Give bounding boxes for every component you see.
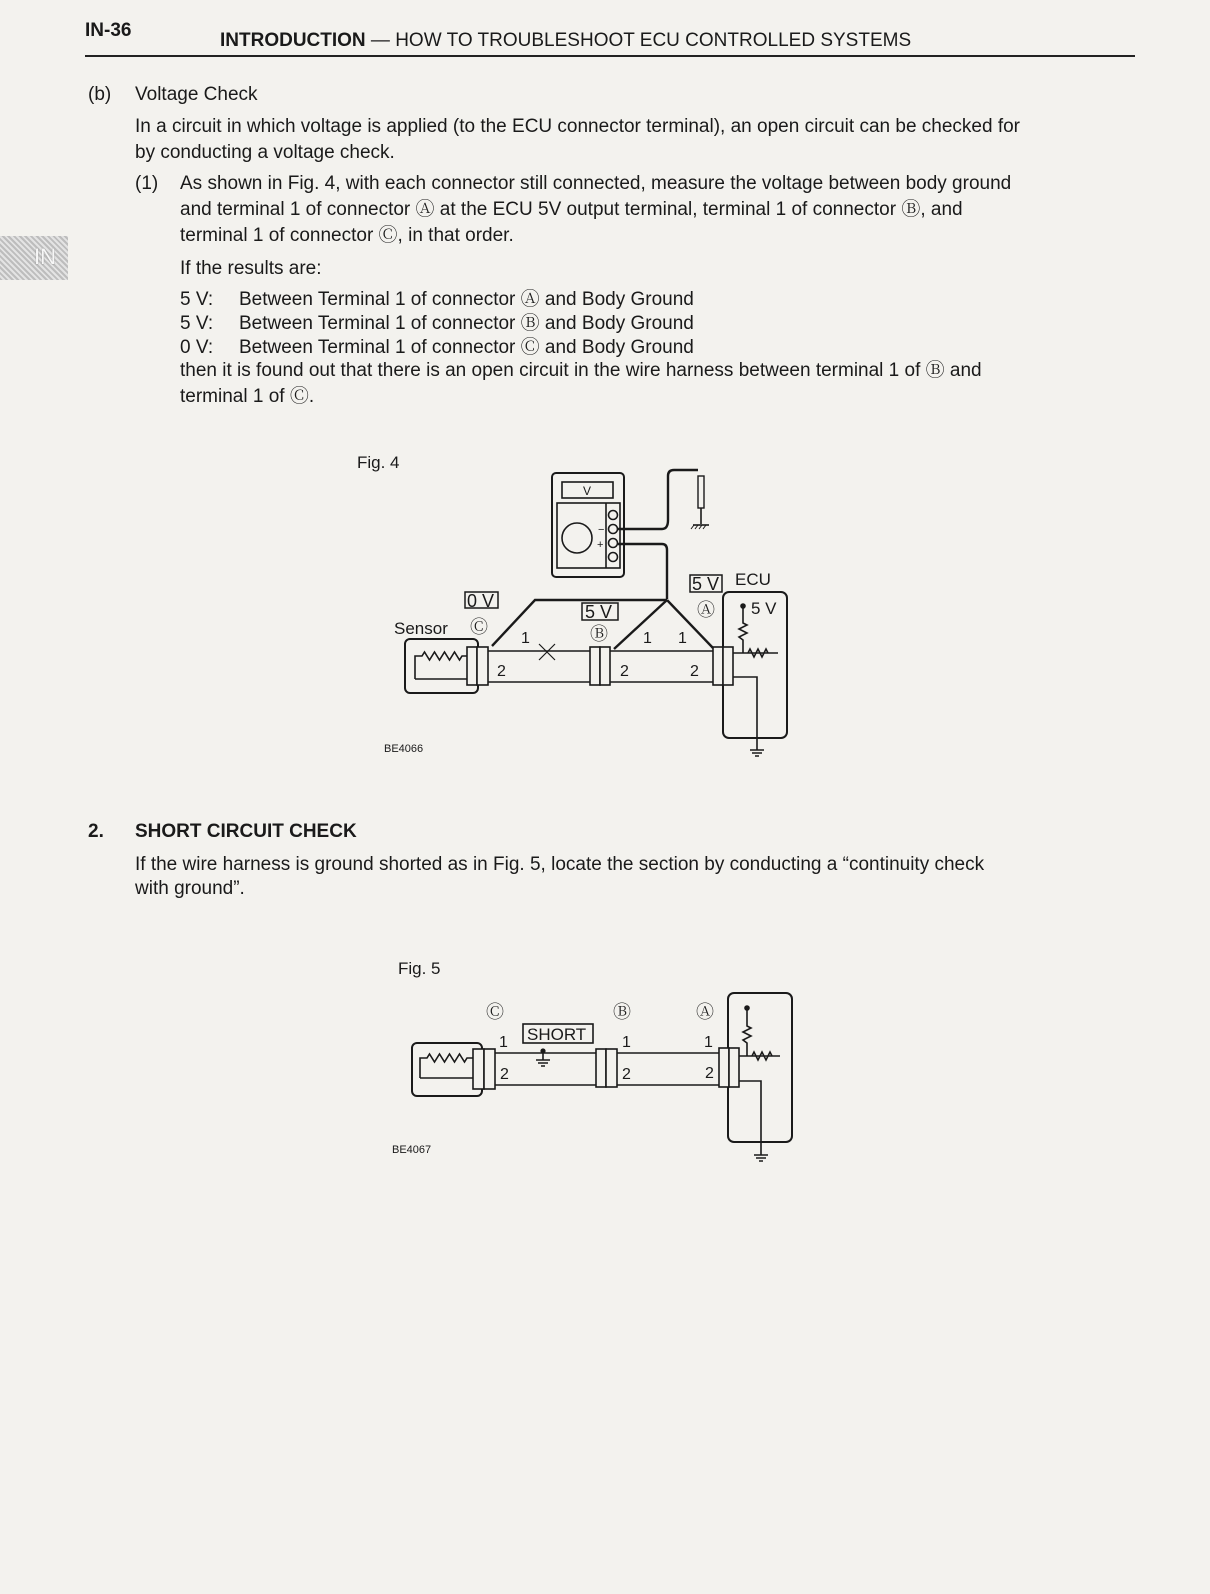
conclusion-line: terminal 1 of Ⓒ. [180,386,315,407]
paragraph-line: If the wire harness is ground shorted as in Fig. 5, locate the section by conducting a “continuity check [135,854,985,875]
header-rule [85,55,1135,57]
fig4-label: Fig. 4 [357,453,400,472]
meter-display: V [582,484,592,498]
ground-icon [733,677,764,756]
ecu-resistor-icon [739,1052,780,1060]
terminal-label: 1 [499,1034,508,1051]
terminal-label: 2 [622,1066,631,1083]
terminal-label: 1 [678,630,687,647]
plus-label: + [597,539,604,551]
section-tab [0,236,68,280]
terminal-label: 2 [497,663,506,680]
ground-icon [739,1081,768,1161]
terminal-label: 1 [622,1034,631,1051]
page-number: IN-36 [85,20,132,41]
result-text: Between Terminal 1 of connector Ⓒ and Body Ground [239,337,694,358]
fig4-diagram [380,450,800,770]
connector-c [473,1049,495,1089]
sensor-label: Sensor [394,619,448,638]
ecu-label: ECU [735,570,771,589]
terminal-label: 2 [500,1066,509,1083]
paragraph-line: by conducting a voltage check. [135,142,395,163]
connector-a-label: Ⓐ [697,600,715,620]
reading-c: 0 V [467,591,495,611]
minus-label: − [598,524,605,536]
ecu-supply-label: 5 V [751,599,777,618]
result-voltage: 0 V: [180,337,214,358]
step-line: and terminal 1 of connector Ⓐ at the ECU 5V output terminal, terminal 1 of connector Ⓑ, and [180,199,963,220]
subsection-marker: (b) [88,84,112,105]
title-rest: — HOW TO TROUBLESHOOT ECU CONTROLLED SYSTEMS [365,30,912,51]
probe-lead-b [614,600,667,649]
reading-b: 5 V [585,602,613,622]
page-title [220,30,911,52]
connector-c-label: Ⓒ [486,1002,504,1022]
connector-b [596,1049,617,1087]
result-text: Between Terminal 1 of connector Ⓑ and Body Ground [239,313,694,334]
connector-b-label: Ⓑ [613,1002,631,1022]
sensor-resistor-icon [420,1054,473,1078]
ground-probe-icon [691,476,709,529]
ground-lead-wire [618,470,698,529]
result-text: Between Terminal 1 of connector Ⓐ and Body Ground [239,289,694,310]
conclusion-line: then it is found out that there is an open circuit in the wire harness between terminal 1 of Ⓑ and [180,360,982,381]
connector-c [467,647,488,685]
title-bold: INTRODUCTION [220,30,366,51]
section-number: 2. [88,821,104,842]
sensor-resistor-icon [415,652,468,679]
connector-c-label: Ⓒ [470,617,488,637]
fig5-label: Fig. 5 [398,959,441,978]
reading-a: 5 V [692,574,720,594]
paragraph-line: In a circuit in which voltage is applied (to the ECU connector terminal), an open circuit can be checked for [135,116,1021,137]
connector-a [719,1048,739,1087]
connector-a-label: Ⓐ [696,1002,714,1022]
fig5-code: BE4067 [392,1144,432,1156]
results-intro: If the results are: [180,258,322,279]
result-voltage: 5 V: [180,313,214,334]
terminal-label: 1 [521,630,530,647]
step-line: terminal 1 of connector Ⓒ, in that order. [180,225,514,246]
connector-b-label: Ⓑ [590,624,608,644]
section-heading: SHORT CIRCUIT CHECK [135,821,357,842]
positive-lead-wire [618,544,667,599]
pullup-resistor-icon [743,1009,751,1056]
paragraph-line: with ground”. [135,878,245,899]
section-tab-label: IN [34,244,56,269]
result-voltage: 5 V: [180,289,214,310]
terminal-label: 2 [620,663,629,680]
ecu-resistor-icon [733,649,778,657]
multimeter-icon [552,473,624,577]
step-line: As shown in Fig. 4, with each connector still connected, measure the voltage between body ground [180,173,1012,194]
subsection-heading: Voltage Check [135,84,258,105]
short-label: SHORT [527,1025,587,1044]
pullup-resistor-icon [739,607,747,653]
sensor-box [412,1043,482,1096]
open-circuit-mark [539,644,555,660]
fig5-diagram [380,950,800,1160]
terminal-label: 1 [704,1034,713,1051]
terminal-label: 1 [643,630,652,647]
terminal-label: 2 [690,663,699,680]
step-marker: (1) [135,173,159,194]
connector-a [713,647,733,685]
connector-b [590,647,610,685]
terminal-label: 2 [705,1065,714,1082]
fig4-code: BE4066 [384,743,424,755]
